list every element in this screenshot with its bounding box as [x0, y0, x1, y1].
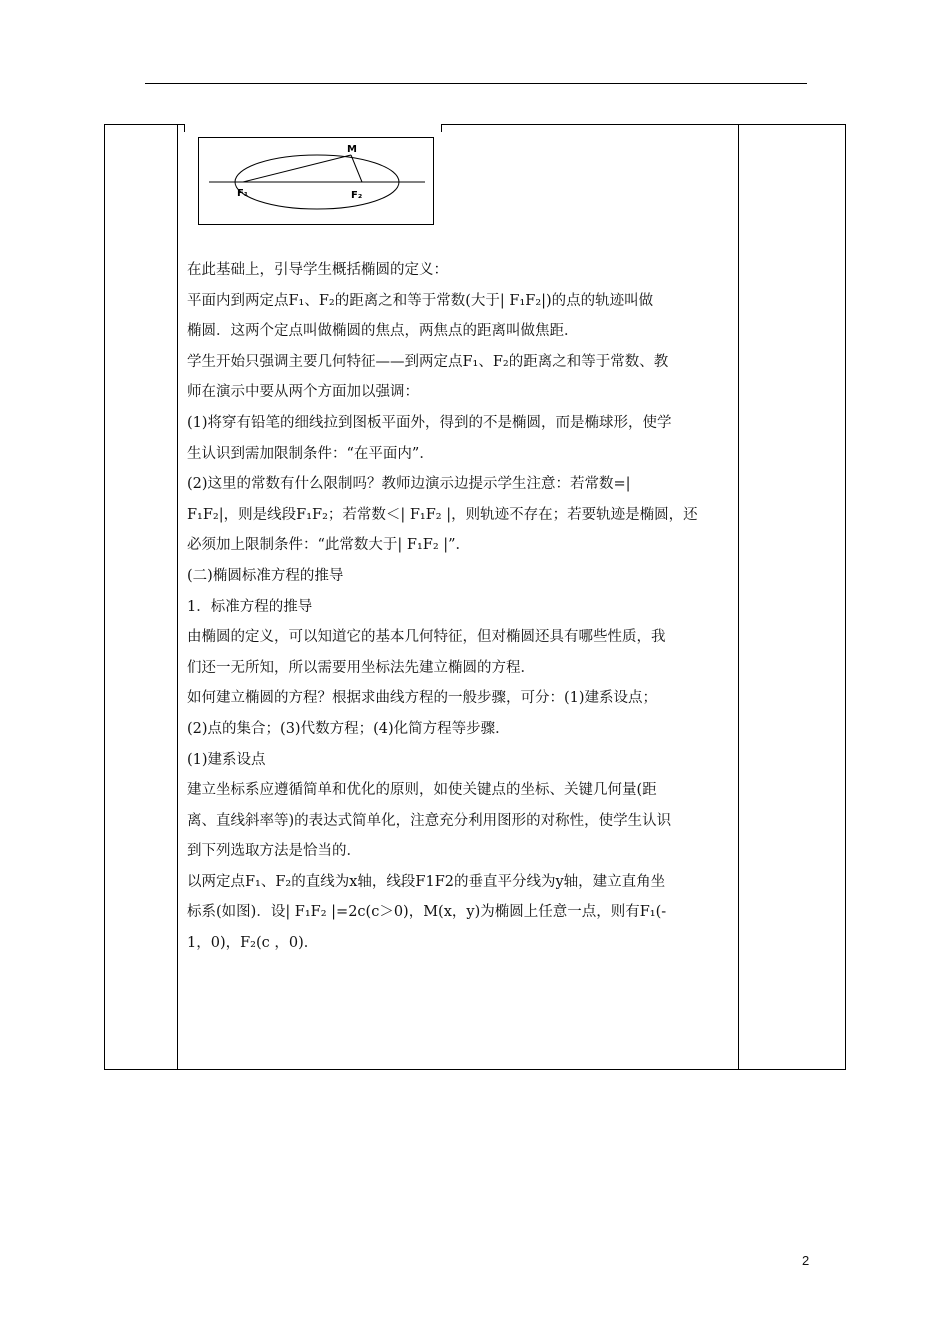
text-line: 生认识到需加限制条件：“在平面内”．: [187, 445, 434, 462]
cell-notch-left: [184, 124, 185, 132]
label-f2: F₂: [351, 190, 363, 201]
text-line: (1)将穿有铅笔的细线拉到图板平面外，得到的不是椭圆，而是椭球形，使学: [187, 414, 672, 431]
ellipse-figure: [198, 137, 434, 225]
cell-notch-right: [441, 124, 442, 132]
text-line: 以两定点F₁、F₂的直线为x轴，线段F1F2的垂直平分线为y轴，建立直角坐: [187, 873, 666, 890]
text-line: (2)这里的常数有什么限制吗？教师边演示边提示学生注意：若常数=|: [187, 476, 631, 493]
lesson-content: [187, 255, 732, 959]
top-border-gap: [185, 123, 441, 127]
text-line: 标系(如图)．设| F₁F₂ |=2c(c＞0)，M(x，y)为椭圆上任意一点，则有F₁(-: [187, 904, 667, 921]
label-f1: F₁: [237, 188, 249, 199]
segment-f1-m: [243, 155, 351, 182]
text-line: F₁F₂|，则是线段F₁F₂；若常数＜| F₁F₂ |，则轨迹不存在；若要轨迹是椭圆，还: [187, 506, 698, 523]
header-rule: [145, 83, 807, 84]
step-heading: (1)建系设点: [187, 751, 266, 768]
text-line: 如何建立椭圆的方程？根据求曲线方程的一般步骤，可分：(1)建系设点；: [187, 690, 658, 707]
text-line: 到下列选取方法是恰当的．: [187, 843, 361, 860]
text-line: 们还一无所知，所以需要用坐标法先建立椭圆的方程．: [187, 659, 535, 676]
text-line: 平面内到两定点F₁、F₂的距离之和等于常数(大于| F₁F₂|)的点的轨迹叫做: [187, 292, 654, 309]
label-m: M: [347, 144, 357, 155]
text-line: 建立坐标系应遵循简单和优化的原则，如使关键点的坐标、关键几何量(距: [187, 782, 657, 799]
subsection-heading: 1．标准方程的推导: [187, 598, 313, 615]
text-line: 师在演示中要从两个方面加以强调：: [187, 384, 419, 401]
text-line: 椭圆．这两个定点叫做椭圆的焦点，两焦点的距离叫做焦距．: [187, 323, 579, 340]
left-column-divider: [177, 125, 178, 1069]
text-line: 离、直线斜率等)的表达式简单化，注意充分利用图形的对称性，使学生认识: [187, 812, 672, 829]
text-line: 在此基础上，引导学生概括椭圆的定义：: [187, 262, 448, 278]
ellipse-diagram: [199, 138, 435, 226]
page-number: 2: [802, 1253, 810, 1268]
text-line: 1，0)，F₂(c ，0)．: [187, 935, 319, 952]
text-line: 学生开始只强调主要几何特征——到两定点F₁、F₂的距离之和等于常数、教: [187, 353, 669, 370]
right-column-divider: [738, 125, 739, 1069]
lesson-table: [104, 124, 846, 1070]
text-line: 必须加上限制条件：“此常数大于| F₁F₂ |”．: [187, 537, 471, 554]
section-heading: (二)椭圆标准方程的推导: [187, 567, 344, 584]
text-line: 由椭圆的定义，可以知道它的基本几何特征，但对椭圆还具有哪些性质，我: [187, 629, 666, 646]
text-line: (2)点的集合；(3)代数方程；(4)化简方程等步骤．: [187, 720, 510, 737]
